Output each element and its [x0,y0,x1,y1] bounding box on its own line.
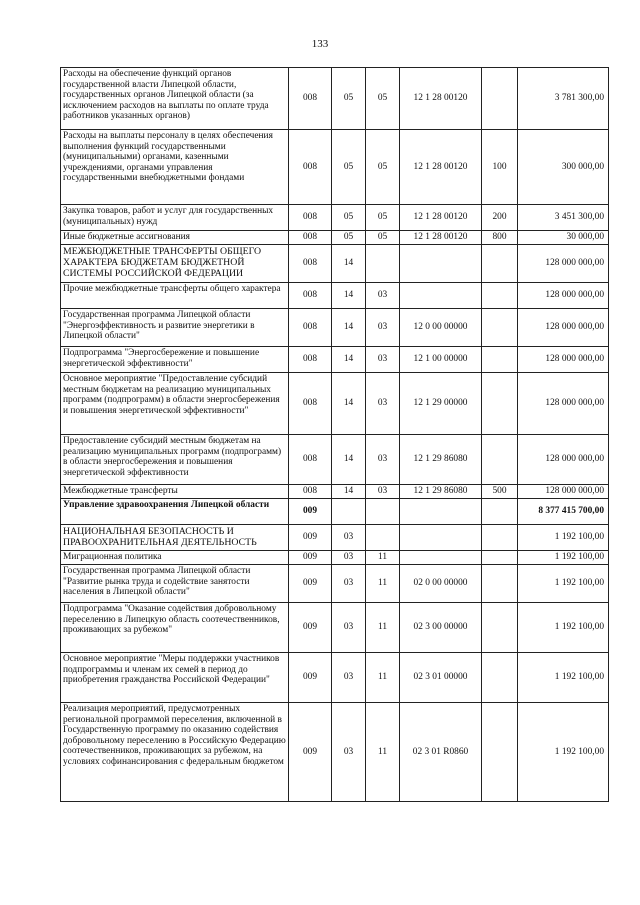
row-name: Реализация мероприятий, предусмотренных региональной программой переселения, включенной в Государственную программу по оказанию содействия добровольному переселению в Российскую Федерацию соотечественников, проживающих за рубежом, на условиях софинансирования с федеральным бюджетом [61,703,289,802]
row-pr [366,525,400,551]
row-name: Основное мероприятие "Предоставление субсидий местным бюджетам на реализацию муниципальных программ (подпрограмм) в области энергосбережения и повышения энергетической эффективности" [61,373,289,435]
row-rz: 03 [332,703,366,802]
budget-table [60,67,609,802]
row-sum: 3 451 300,00 [518,205,609,231]
row-name: Основное мероприятие "Меры поддержки участников подпрограммы и членам их семей в период до приобретения гражданства Российской Федерации" [61,653,289,703]
row-csr: 12 1 28 00120 [400,231,482,245]
row-vr [482,309,518,347]
row-ved: 009 [289,525,332,551]
row-rz: 05 [332,130,366,205]
row-csr: 12 1 29 86080 [400,435,482,485]
row-ved: 009 [289,653,332,703]
row-sum: 128 000 000,00 [518,283,609,309]
row-vr [482,283,518,309]
row-ved: 009 [289,499,332,525]
row-pr: 03 [366,283,400,309]
row-rz [332,499,366,525]
row-csr: 02 3 00 00000 [400,603,482,653]
row-sum: 1 192 100,00 [518,653,609,703]
table-row [61,551,609,565]
row-sum: 128 000 000,00 [518,309,609,347]
row-sum: 300 000,00 [518,130,609,205]
row-rz: 03 [332,565,366,603]
row-csr: 12 1 28 00120 [400,130,482,205]
table-row [61,68,609,130]
row-name: Управление здравоохранения Липецкой области [61,499,289,525]
row-pr: 05 [366,231,400,245]
row-ved: 008 [289,231,332,245]
row-pr: 03 [366,373,400,435]
row-rz: 03 [332,603,366,653]
table-row [61,373,609,435]
row-sum: 8 377 415 700,00 [518,499,609,525]
row-csr: 02 3 01 R0860 [400,703,482,802]
row-ved: 008 [289,435,332,485]
row-pr: 11 [366,565,400,603]
row-pr: 03 [366,347,400,373]
row-csr: 12 1 29 00000 [400,373,482,435]
row-vr [482,551,518,565]
row-vr: 200 [482,205,518,231]
row-rz: 14 [332,435,366,485]
row-pr: 03 [366,309,400,347]
table-row [61,603,609,653]
row-vr: 100 [482,130,518,205]
row-ved: 009 [289,603,332,653]
row-pr: 05 [366,205,400,231]
row-vr [482,703,518,802]
row-vr: 800 [482,231,518,245]
table-row [61,245,609,283]
row-rz: 14 [332,309,366,347]
row-rz: 14 [332,347,366,373]
row-ved: 008 [289,245,332,283]
row-pr [366,245,400,283]
row-sum: 1 192 100,00 [518,525,609,551]
row-vr [482,565,518,603]
row-sum: 128 000 000,00 [518,373,609,435]
row-rz: 03 [332,525,366,551]
row-name: Подпрограмма "Оказание содействия добровольному переселению в Липецкую область соотечественников, проживающих за рубежом" [61,603,289,653]
row-pr: 11 [366,603,400,653]
row-vr [482,603,518,653]
row-vr [482,435,518,485]
row-ved: 009 [289,551,332,565]
row-rz: 03 [332,551,366,565]
table-row [61,231,609,245]
row-pr: 11 [366,703,400,802]
row-vr [482,499,518,525]
row-rz: 05 [332,205,366,231]
row-csr: 02 3 01 00000 [400,653,482,703]
row-csr: 12 0 00 00000 [400,309,482,347]
row-name: Государственная программа Липецкой области "Развитие рынка труда и содействие занятости населения в Липецкой области" [61,565,289,603]
row-pr: 11 [366,653,400,703]
row-sum: 1 192 100,00 [518,703,609,802]
row-rz: 14 [332,283,366,309]
row-csr [400,525,482,551]
row-csr [400,499,482,525]
table-row [61,205,609,231]
table-row [61,565,609,603]
row-csr: 12 1 00 00000 [400,347,482,373]
row-csr: 12 1 28 00120 [400,205,482,231]
row-csr [400,551,482,565]
table-row [61,347,609,373]
table-row [61,435,609,485]
row-ved: 008 [289,485,332,499]
row-ved: 008 [289,68,332,130]
row-vr: 500 [482,485,518,499]
row-name: Межбюджетные трансферты [61,485,289,499]
table-row [61,499,609,525]
row-vr [482,525,518,551]
row-sum: 30 000,00 [518,231,609,245]
row-rz: 05 [332,68,366,130]
row-name: Расходы на выплаты персоналу в целях обеспечения выполнения функций государственными (муниципальными) органами, казенными учреждениями, органами управления государственными внебюджетными фондами [61,130,289,205]
row-name: Прочие межбюджетные трансферты общего характера [61,283,289,309]
row-name: Государственная программа Липецкой области "Энергоэффективность и развитие энергетики в Липецкой области" [61,309,289,347]
row-sum: 3 781 300,00 [518,68,609,130]
table-row [61,130,609,205]
row-ved: 008 [289,373,332,435]
page-number: 133 [311,38,329,50]
table-row [61,283,609,309]
row-name: Расходы на обеспечение функций органов государственной власти Липецкой области, государственных органов Липецкой области (за исключением расходов на выплаты по оплате труда работников указанных органов) [61,68,289,130]
row-pr: 03 [366,435,400,485]
row-rz: 14 [332,245,366,283]
row-name: Иные бюджетные ассигнования [61,231,289,245]
row-sum: 128 000 000,00 [518,435,609,485]
row-rz: 14 [332,373,366,435]
row-ved: 008 [289,283,332,309]
table-row [61,703,609,802]
row-pr: 03 [366,485,400,499]
row-name: Закупка товаров, работ и услуг для государственных (муниципальных) нужд [61,205,289,231]
row-vr [482,347,518,373]
row-csr: 12 1 29 86080 [400,485,482,499]
row-name: Предоставление субсидий местным бюджетам на реализацию муниципальных программ (подпрограмм) в области энергосбережения и повышения энергетической эффективности [61,435,289,485]
row-ved: 008 [289,130,332,205]
row-pr: 11 [366,551,400,565]
row-csr: 12 1 28 00120 [400,68,482,130]
row-sum: 1 192 100,00 [518,603,609,653]
row-rz: 03 [332,653,366,703]
row-rz: 05 [332,231,366,245]
table-row [61,309,609,347]
row-ved: 008 [289,205,332,231]
row-name: МЕЖБЮДЖЕТНЫЕ ТРАНСФЕРТЫ ОБЩЕГО ХАРАКТЕРА БЮДЖЕТАМ БЮДЖЕТНОЙ СИСТЕМЫ РОССИЙСКОЙ ФЕДЕРАЦИИ [61,245,289,283]
row-ved: 009 [289,703,332,802]
row-csr [400,283,482,309]
row-name: Подпрограмма "Энергосбережение и повышение энергетической эффективности" [61,347,289,373]
row-pr [366,499,400,525]
row-vr [482,68,518,130]
row-name: НАЦИОНАЛЬНАЯ БЕЗОПАСНОСТЬ И ПРАВООХРАНИТЕЛЬНАЯ ДЕЯТЕЛЬНОСТЬ [61,525,289,551]
row-sum: 1 192 100,00 [518,551,609,565]
row-sum: 128 000 000,00 [518,347,609,373]
row-csr: 02 0 00 00000 [400,565,482,603]
table-row [61,485,609,499]
row-rz: 14 [332,485,366,499]
row-sum: 128 000 000,00 [518,485,609,499]
row-ved: 009 [289,565,332,603]
row-pr: 05 [366,68,400,130]
row-sum: 128 000 000,00 [518,245,609,283]
row-csr [400,245,482,283]
table-row [61,653,609,703]
row-ved: 008 [289,347,332,373]
row-pr: 05 [366,130,400,205]
row-vr [482,373,518,435]
row-vr [482,245,518,283]
table-row [61,525,609,551]
row-ved: 008 [289,309,332,347]
row-vr [482,653,518,703]
row-sum: 1 192 100,00 [518,565,609,603]
row-name: Миграционная политика [61,551,289,565]
